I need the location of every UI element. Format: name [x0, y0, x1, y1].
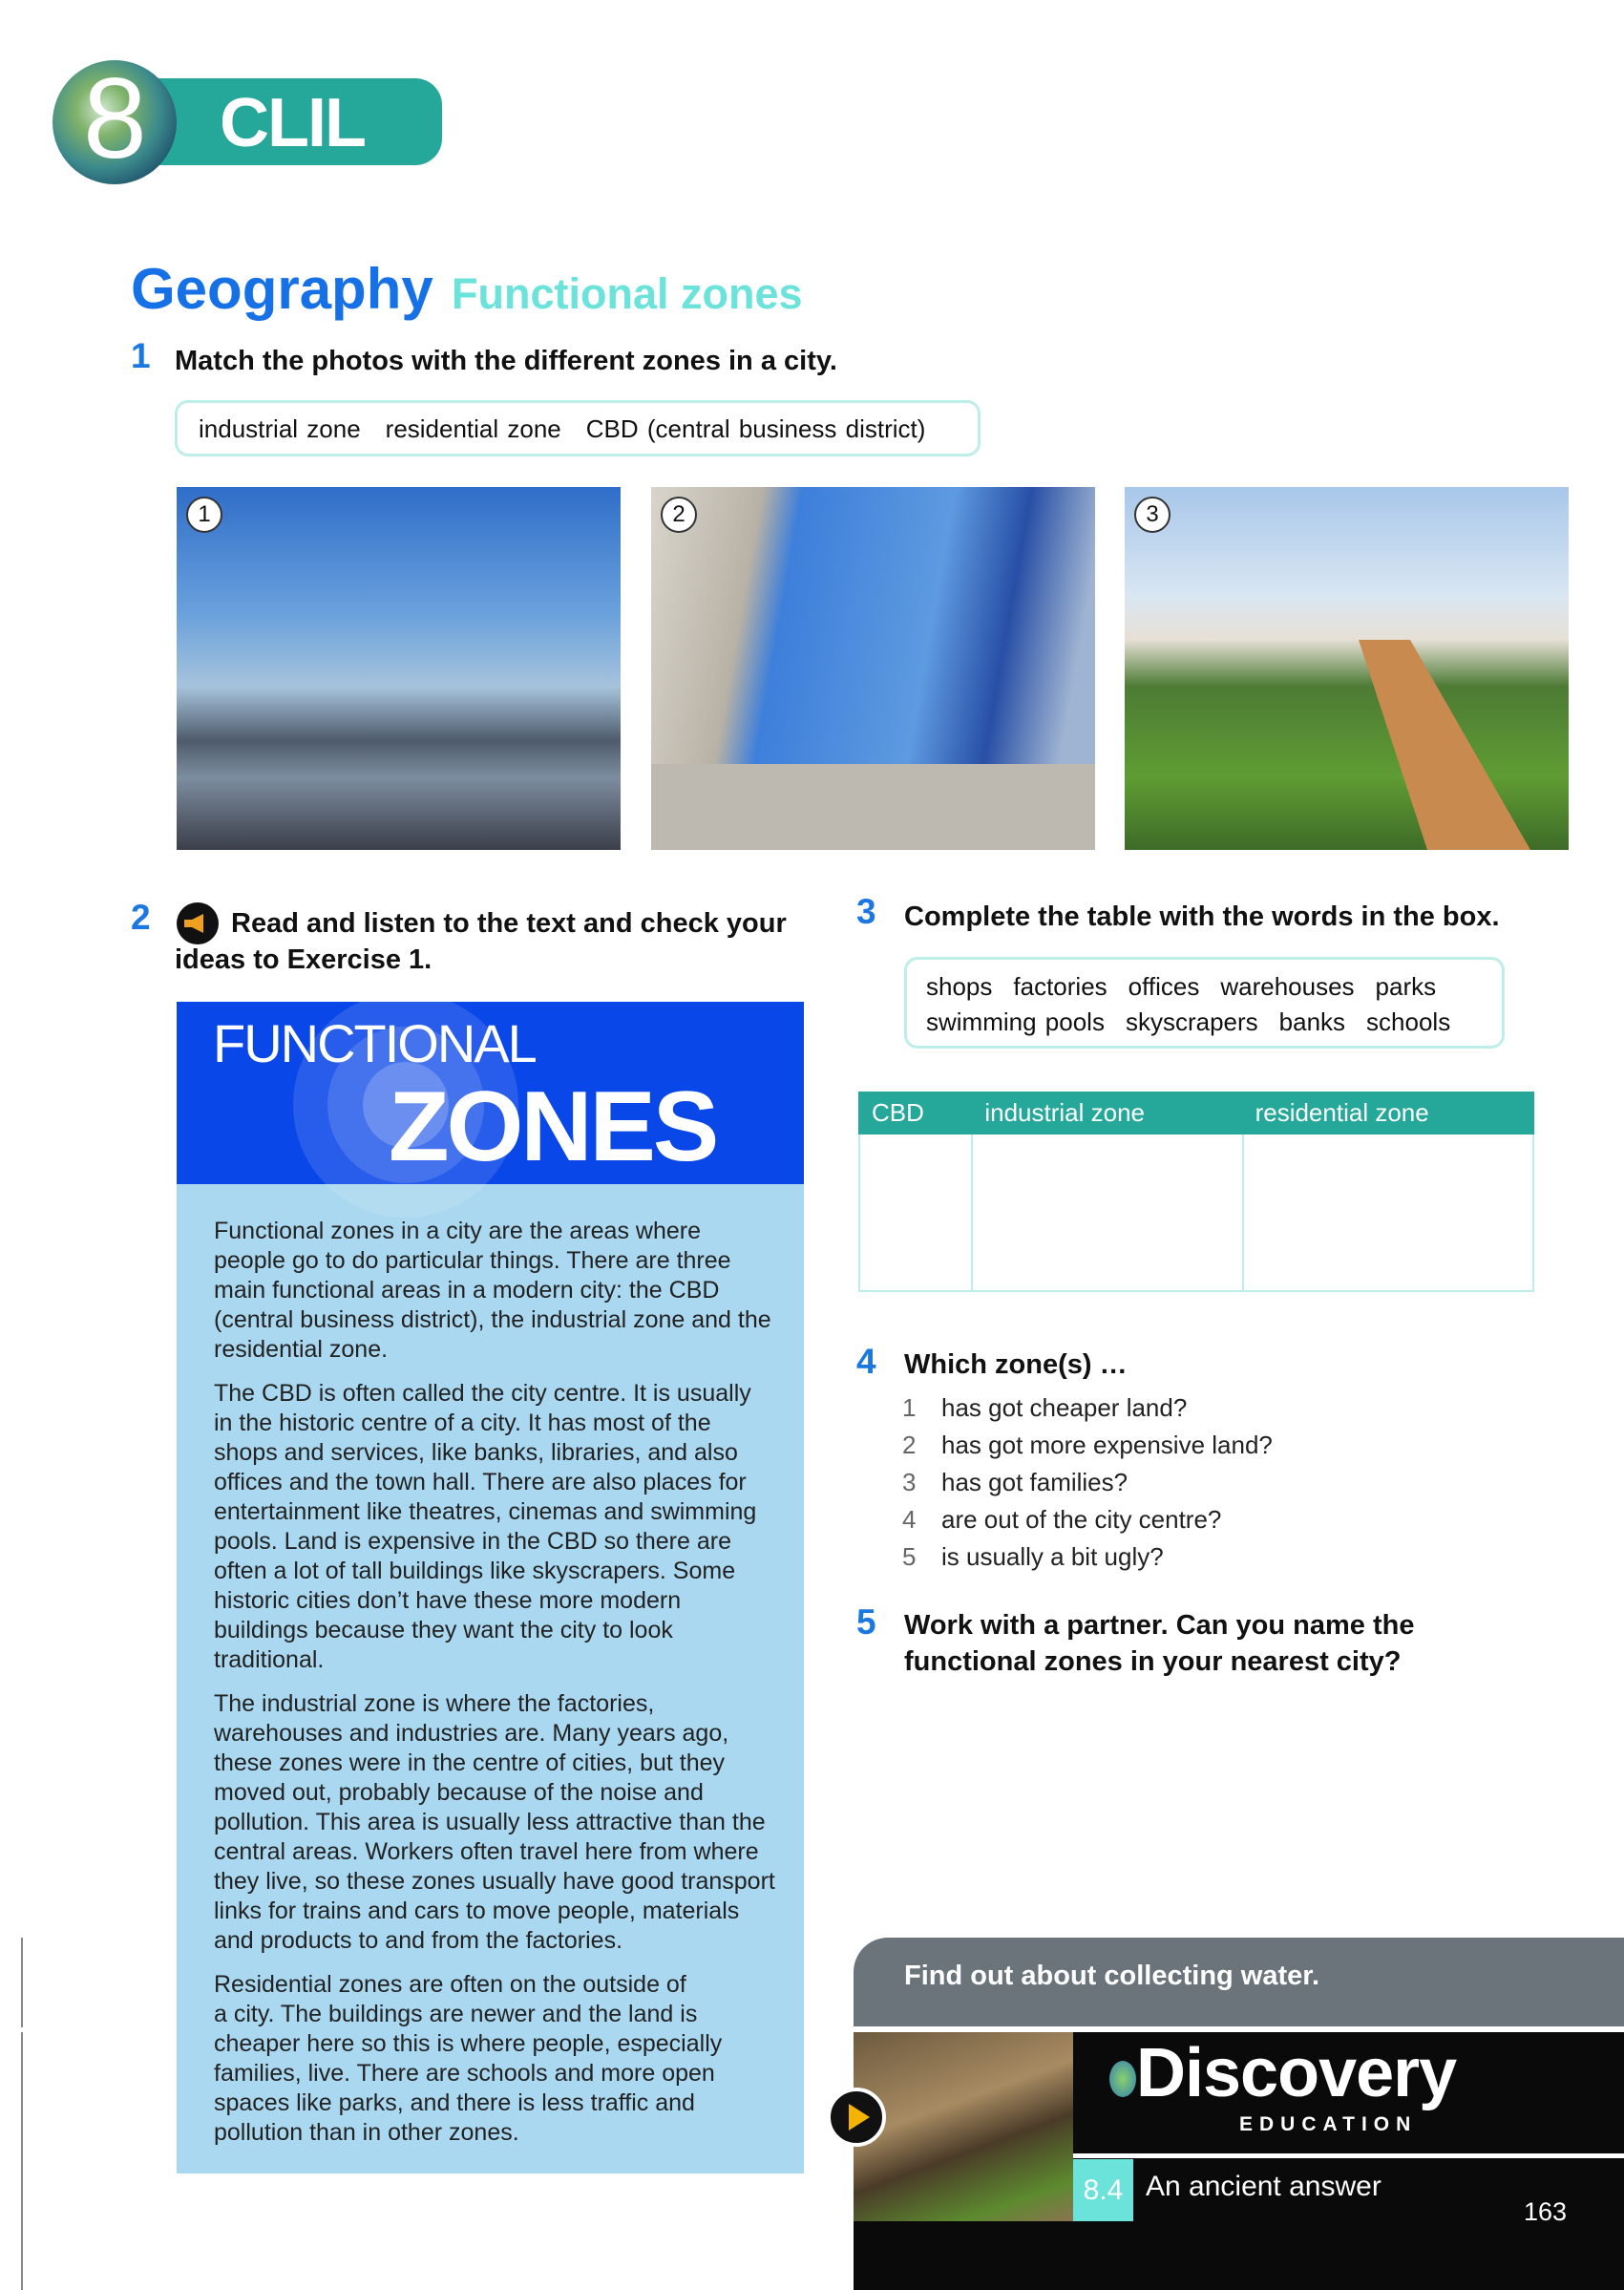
word: industrial zone: [199, 414, 361, 443]
text-line: pollution than in other zones.: [214, 2119, 519, 2146]
text-line: moved out, probably because of the noise and: [214, 1779, 704, 1806]
word: shops: [926, 972, 993, 1001]
word: schools: [1366, 1007, 1451, 1036]
unit-number: 8: [83, 54, 147, 182]
header-residential: residential zone: [1243, 1092, 1533, 1134]
play-icon[interactable]: [827, 2088, 886, 2147]
exercise-3-number: 3: [856, 892, 876, 931]
question-text: is usually a bit ugly?: [941, 1542, 1164, 1571]
article-paragraph: [214, 1689, 787, 1956]
photo-industrial: [177, 487, 621, 850]
text-line: offices and the town hall. There are also places for: [214, 1469, 747, 1495]
word: residential zone: [385, 414, 561, 443]
unit-globe-icon: [53, 54, 177, 184]
text-line: spaces like parks, and there is less traffic and: [214, 2089, 695, 2116]
margin-line: [21, 1938, 23, 2027]
question-number: 2: [902, 1431, 917, 1459]
article-paragraph: [214, 1217, 787, 1365]
text-line: often a lot of tall buildings like skyscrapers. Some: [214, 1558, 736, 1584]
text-line: historic cities don’t have these more modern: [214, 1587, 682, 1614]
exercise-4-instruction: Which zone(s) …: [904, 1349, 1128, 1380]
reading-panel: [177, 1002, 804, 2173]
page-number: 163: [1524, 2197, 1568, 2226]
article-title-top: FUNCTIONAL: [213, 1013, 536, 1073]
exercise-2-instruction-cont: ideas to Exercise 1.: [175, 944, 432, 975]
discovery-logo-sub: EDUCATION: [1239, 2113, 1418, 2135]
article-title-bottom: ZONES: [389, 1071, 717, 1182]
discovery-logo: Discovery: [1136, 2035, 1457, 2111]
question-number: 1: [902, 1393, 917, 1422]
table-header-row: [859, 1092, 1533, 1134]
answer-cell[interactable]: [1243, 1134, 1533, 1291]
text-line: traditional.: [214, 1646, 325, 1673]
word-box-3: [904, 957, 1505, 1049]
margin-line: [21, 2032, 23, 2290]
section-label: CLIL: [220, 85, 365, 161]
word: banks: [1278, 1007, 1346, 1036]
text-line: warehouses and industries are. Many years ago,: [214, 1720, 729, 1747]
exercise-1-instruction: Match the photos with the different zones in a city.: [175, 346, 837, 376]
photo-cbd: [651, 487, 1095, 850]
question-text: has got more expensive land?: [941, 1431, 1273, 1459]
text-line: buildings because they want the city to look: [214, 1617, 673, 1643]
photo-number: 3: [1134, 497, 1171, 533]
section-pill: [143, 78, 442, 165]
question-number: 5: [902, 1542, 917, 1571]
answer-cell[interactable]: [972, 1134, 1242, 1291]
text-line: links for trains and cars to move people, materials: [214, 1898, 740, 1924]
exercise-3-instruction: Complete the table with the words in the box.: [904, 901, 1500, 932]
word-box-1: [175, 400, 981, 456]
word-line: [926, 969, 1483, 1005]
article-paragraph: [214, 1379, 787, 1675]
header-industrial: industrial zone: [972, 1092, 1242, 1134]
text-line: Functional zones in a city are the areas where: [214, 1218, 701, 1244]
photo-number: 1: [186, 497, 222, 533]
page-subtitle: Functional zones: [452, 269, 803, 318]
video-thumbnail[interactable]: [854, 2032, 1073, 2221]
word: CBD (central business district): [585, 414, 926, 443]
text-line: The industrial zone is where the factories,: [214, 1690, 655, 1717]
text-line: cheaper here so this is where people, especially: [214, 2030, 723, 2057]
exercise-5-instruction: Work with a partner. Can you name the: [904, 1610, 1415, 1641]
text-line: a city. The buildings are newer and the land is: [214, 2001, 698, 2027]
exercise-5-number: 5: [856, 1602, 876, 1642]
exercise-4-number: 4: [856, 1342, 876, 1381]
answer-cell[interactable]: [859, 1134, 972, 1291]
photo-residential: [1125, 487, 1569, 850]
question-number: 4: [902, 1505, 917, 1534]
page-title: Geography: [131, 257, 433, 321]
word-line: [926, 1005, 1483, 1040]
text-line: they live, so these zones usually have good transport: [214, 1868, 775, 1895]
text-line: main functional areas in a modern city: the CBD: [214, 1277, 720, 1304]
question-text: are out of the city centre?: [941, 1505, 1222, 1534]
video-prompt-bar: [854, 1938, 1624, 2026]
text-line: in the historic centre of a city. It has most of the: [214, 1410, 711, 1436]
text-line: families, live. There are schools and more open: [214, 2060, 715, 2087]
word: offices: [1128, 972, 1200, 1001]
text-line: residential zone.: [214, 1336, 389, 1363]
question-text: has got families?: [941, 1468, 1128, 1496]
exercise-2-number: 2: [131, 898, 151, 937]
text-line: (central business district), the industrial zone and the: [214, 1306, 771, 1333]
text-line: Residential zones are often on the outside of: [214, 1971, 686, 1998]
exercise-1-number: 1: [131, 336, 151, 375]
text-line: shops and services, like banks, libraries, and also: [214, 1439, 738, 1466]
word: parks: [1375, 972, 1437, 1001]
text-line: and products to and from the factories.: [214, 1927, 623, 1954]
video-prompt: Find out about collecting water.: [904, 1961, 1320, 1991]
text-line: pools. Land is expensive in the CBD so there are: [214, 1528, 731, 1555]
divider: [1073, 2153, 1624, 2158]
exercise-2-instruction: Read and listen to the text and check your: [231, 908, 787, 939]
question-number: 3: [902, 1468, 917, 1496]
photo-number: 2: [661, 497, 697, 533]
episode-number: 8.4: [1073, 2159, 1133, 2221]
article-paragraph: [214, 1970, 787, 2148]
text-line: entertainment like theatres, cinemas and swimming: [214, 1498, 757, 1525]
text-line: central areas. Workers often travel here from where: [214, 1838, 759, 1865]
zones-table: [858, 1092, 1534, 1292]
table-row: [859, 1134, 1533, 1291]
text-line: these zones were in the centre of cities, but they: [214, 1749, 726, 1776]
text-line: The CBD is often called the city centre. It is usually: [214, 1380, 751, 1407]
word: swimming pools: [926, 1007, 1105, 1036]
article-body: [214, 1217, 787, 2162]
word: factories: [1013, 972, 1107, 1001]
header-cbd: CBD: [859, 1092, 972, 1134]
text-line: people go to do particular things. There are three: [214, 1247, 731, 1274]
text-line: pollution. This area is usually less attractive than the: [214, 1809, 766, 1835]
word: warehouses: [1220, 972, 1355, 1001]
audio-speaker-icon[interactable]: [177, 902, 219, 944]
episode-title[interactable]: An ancient answer: [1146, 2171, 1381, 2202]
word: skyscrapers: [1125, 1007, 1258, 1036]
question-text: has got cheaper land?: [941, 1393, 1188, 1422]
exercise-5-instruction-cont: functional zones in your nearest city?: [904, 1646, 1402, 1677]
